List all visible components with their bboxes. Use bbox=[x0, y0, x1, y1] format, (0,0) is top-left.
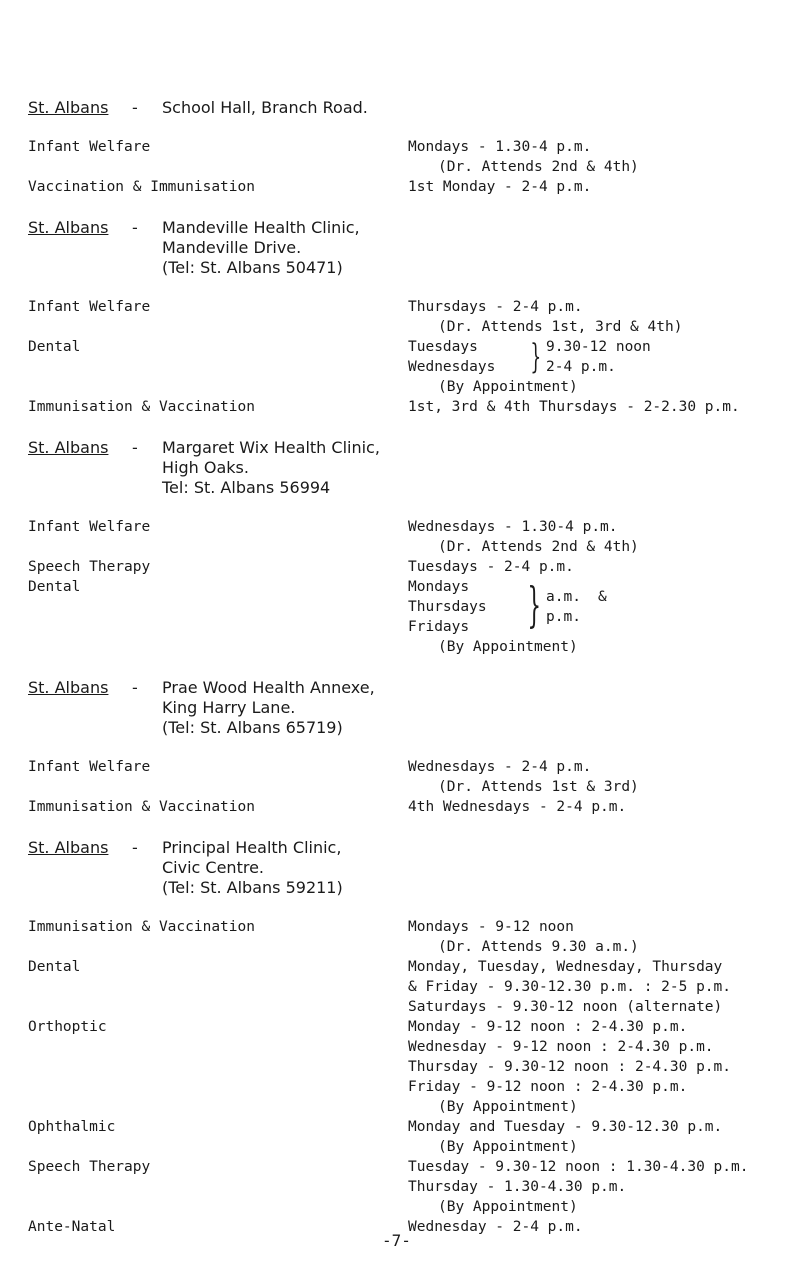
section-address: Prae Wood Health Annexe, bbox=[162, 678, 375, 697]
service-time: p.m. bbox=[546, 609, 581, 625]
service-label: Vaccination & Immunisation bbox=[28, 179, 255, 195]
service-label: Dental bbox=[28, 339, 81, 355]
section-place: St. Albans bbox=[28, 218, 109, 237]
section-address: Principal Health Clinic, bbox=[162, 838, 342, 857]
service-time: Monday - 9-12 noon : 2-4.30 p.m. bbox=[408, 1019, 688, 1035]
service-time: Wednesday - 9-12 noon : 2-4.30 p.m. bbox=[408, 1039, 714, 1055]
service-time: Mondays - 1.30-4 p.m. bbox=[408, 139, 592, 155]
service-label: Dental bbox=[28, 579, 81, 595]
section-dash: - bbox=[132, 98, 138, 117]
section-address: School Hall, Branch Road. bbox=[162, 98, 368, 117]
service-label: Orthoptic bbox=[28, 1019, 107, 1035]
service-time: 2-4 p.m. bbox=[546, 359, 616, 375]
service-label: Infant Welfare bbox=[28, 759, 151, 775]
service-time: 1st, 3rd & 4th Thursdays - 2-2.30 p.m. bbox=[408, 399, 740, 415]
service-note: (Dr. Attends 1st & 3rd) bbox=[438, 779, 639, 795]
service-note: (Dr. Attends 1st, 3rd & 4th) bbox=[438, 319, 683, 335]
service-time: 1st Monday - 2-4 p.m. bbox=[408, 179, 592, 195]
service-time: Tuesday - 9.30-12 noon : 1.30-4.30 p.m. bbox=[408, 1159, 749, 1175]
service-day: Mondays bbox=[408, 579, 470, 595]
service-time: Tuesdays - 2-4 p.m. bbox=[408, 559, 574, 575]
service-label: Infant Welfare bbox=[28, 139, 151, 155]
service-day: Wednesdays bbox=[408, 359, 496, 375]
section-dash: - bbox=[132, 838, 138, 857]
section-address: (Tel: St. Albans 59211) bbox=[162, 878, 343, 897]
ampersand: & bbox=[598, 589, 607, 605]
service-label: Ante-Natal bbox=[28, 1219, 116, 1235]
section-dash: - bbox=[132, 678, 138, 697]
service-label: Infant Welfare bbox=[28, 519, 151, 535]
service-time: a.m. bbox=[546, 589, 581, 605]
brace-icon: } bbox=[527, 577, 542, 633]
section-address: (Tel: St. Albans 50471) bbox=[162, 258, 343, 277]
service-time: Monday and Tuesday - 9.30-12.30 p.m. bbox=[408, 1119, 723, 1135]
service-time: Monday, Tuesday, Wednesday, Thursday bbox=[408, 959, 723, 975]
brace-icon: } bbox=[530, 337, 542, 377]
service-note: (Dr. Attends 9.30 a.m.) bbox=[438, 939, 639, 955]
service-time: Thursdays - 2-4 p.m. bbox=[408, 299, 583, 315]
service-time: 9.30-12 noon bbox=[546, 339, 651, 355]
service-label: Immunisation & Vaccination bbox=[28, 799, 255, 815]
section-address: Civic Centre. bbox=[162, 858, 264, 877]
service-label: Dental bbox=[28, 959, 81, 975]
section-address: King Harry Lane. bbox=[162, 698, 296, 717]
service-day: Tuesdays bbox=[408, 339, 478, 355]
service-day: Fridays bbox=[408, 619, 470, 635]
service-time: Wednesdays - 2-4 p.m. bbox=[408, 759, 592, 775]
service-time: Friday - 9-12 noon : 2-4.30 p.m. bbox=[408, 1079, 688, 1095]
section-address: High Oaks. bbox=[162, 458, 249, 477]
section-address: Mandeville Health Clinic, bbox=[162, 218, 360, 237]
service-label: Immunisation & Vaccination bbox=[28, 919, 255, 935]
service-note: (By Appointment) bbox=[438, 639, 578, 655]
service-note: (By Appointment) bbox=[438, 1099, 578, 1115]
service-note: (Dr. Attends 2nd & 4th) bbox=[438, 539, 639, 555]
service-time: Thursday - 9.30-12 noon : 2-4.30 p.m. bbox=[408, 1059, 732, 1075]
section-place: St. Albans bbox=[28, 678, 109, 697]
section-place: St. Albans bbox=[28, 98, 109, 117]
service-day: Thursdays bbox=[408, 599, 487, 615]
section-address: Mandeville Drive. bbox=[162, 238, 302, 257]
section-place: St. Albans bbox=[28, 438, 109, 457]
service-time: 4th Wednesdays - 2-4 p.m. bbox=[408, 799, 627, 815]
service-time: Wednesday - 2-4 p.m. bbox=[408, 1219, 583, 1235]
service-label: Speech Therapy bbox=[28, 559, 151, 575]
service-label: Immunisation & Vaccination bbox=[28, 399, 255, 415]
section-address: Margaret Wix Health Clinic, bbox=[162, 438, 380, 457]
service-note: (By Appointment) bbox=[438, 1139, 578, 1155]
service-time: Saturdays - 9.30-12 noon (alternate) bbox=[408, 999, 723, 1015]
section-dash: - bbox=[132, 438, 138, 457]
section-dash: - bbox=[132, 218, 138, 237]
service-time: Thursday - 1.30-4.30 p.m. bbox=[408, 1179, 627, 1195]
service-label: Ophthalmic bbox=[28, 1119, 116, 1135]
section-place: St. Albans bbox=[28, 838, 109, 857]
service-time: Mondays - 9-12 noon bbox=[408, 919, 574, 935]
section-address: (Tel: St. Albans 65719) bbox=[162, 718, 343, 737]
service-time: & Friday - 9.30-12.30 p.m. : 2-5 p.m. bbox=[408, 979, 732, 995]
service-note: (By Appointment) bbox=[438, 379, 578, 395]
service-time: Wednesdays - 1.30-4 p.m. bbox=[408, 519, 618, 535]
section-address: Tel: St. Albans 56994 bbox=[162, 478, 331, 497]
service-note: (By Appointment) bbox=[438, 1199, 578, 1215]
service-note: (Dr. Attends 2nd & 4th) bbox=[438, 159, 639, 175]
page-number: -7- bbox=[382, 1231, 411, 1250]
service-label: Infant Welfare bbox=[28, 299, 151, 315]
service-label: Speech Therapy bbox=[28, 1159, 151, 1175]
